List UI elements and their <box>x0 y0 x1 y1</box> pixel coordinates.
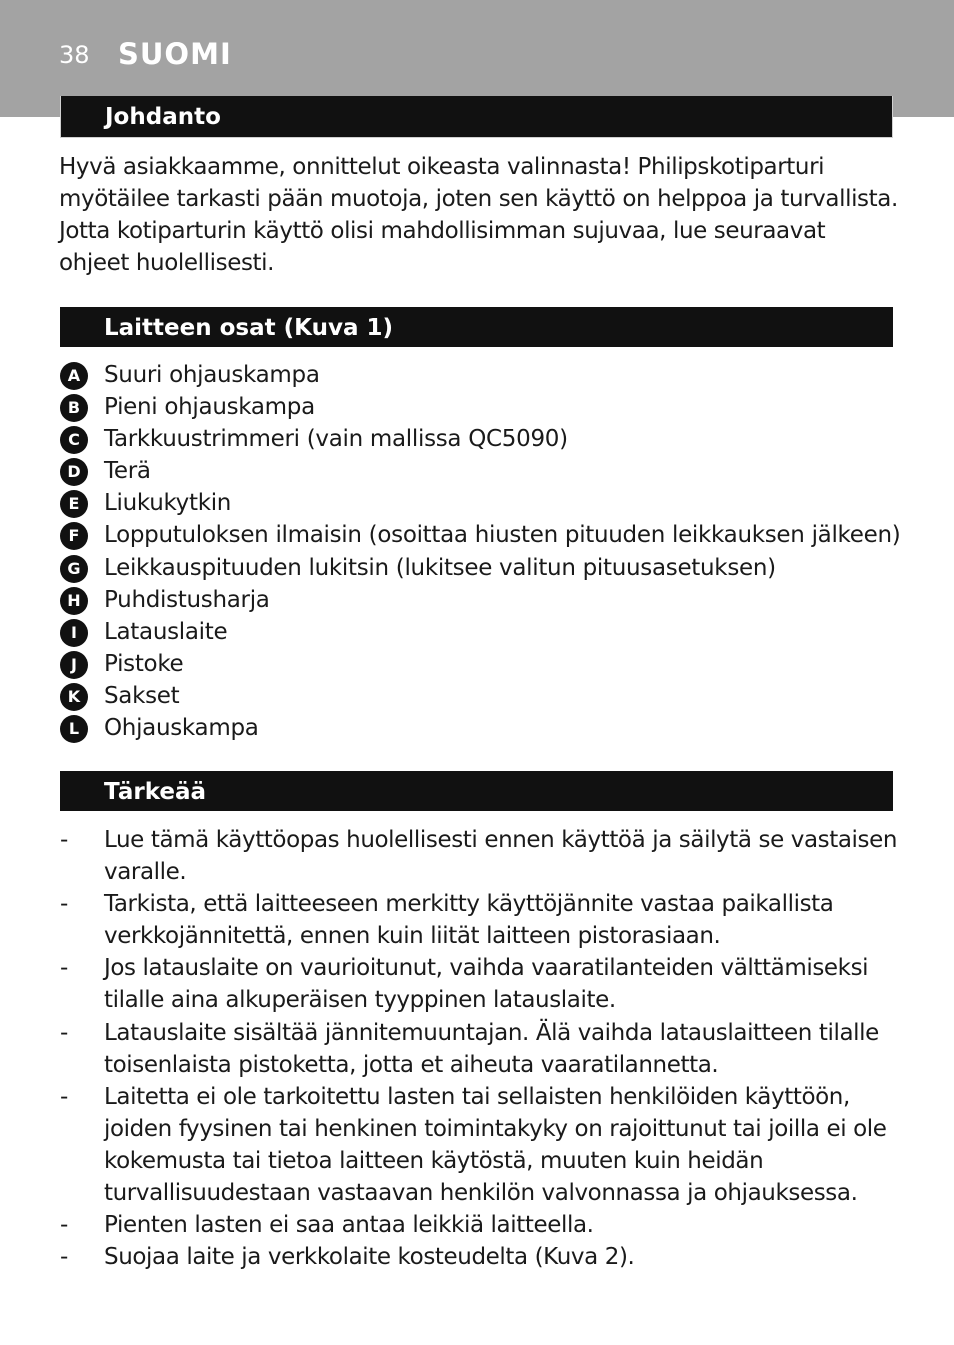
list-item <box>60 952 900 1016</box>
warning-text: Latauslaite sisältää jännitemuuntajan. Älä vaihda latauslaitteen tilalle toisenlaista pistoketta, jotta et aiheuta vaaratilannetta. <box>104 1019 879 1078</box>
list-item <box>60 1081 900 1209</box>
part-label: Terä <box>104 458 151 485</box>
part-label: Leikkauspituuden lukitsin (lukitsee valitun pituusasetuksen) <box>104 554 776 581</box>
bullet-dash: - <box>60 1019 68 1046</box>
part-label: Lopputuloksen ilmaisin (osoittaa hiusten pituuden leikkauksen jälkeen) <box>104 522 901 549</box>
list-item <box>60 1017 900 1081</box>
bullet-dash: - <box>60 1083 68 1110</box>
letter-badge: C <box>60 426 88 454</box>
part-label: Pistoke <box>104 650 184 677</box>
letter-badge: G <box>60 555 88 583</box>
warning-text: Suojaa laite ja verkkolaite kosteudelta (Kuva 2). <box>104 1244 635 1271</box>
part-label: Ohjauskampa <box>104 715 259 742</box>
part-label: Suuri ohjauskampa <box>104 362 320 388</box>
part-label: Liukukytkin <box>104 490 232 517</box>
bullet-dash: - <box>60 1212 68 1239</box>
letter-badge: L <box>60 715 88 743</box>
letter-badge: H <box>60 587 88 615</box>
warning-text: Laitetta ei ole tarkoitettu lasten tai sellaisten henkilöiden käyttöön, joiden fyysinen tai henkinen toimintakyky on rajoittunut tai joilla ei ole kokemusta tai tietoa laitteen käytöstä, muuten kuin heidän turvallisuudestaan vastaavan henkilön valvonnassa ja ohjauksessa. <box>104 1083 887 1207</box>
part-label: Puhdistusharja <box>104 586 270 613</box>
section-title: Johdanto <box>105 104 221 130</box>
intro-paragraph: Hyvä asiakkaamme, onnittelut oikeasta valinnasta! Philipskotiparturi myötäilee tarkasti pään muotoja, joten sen käyttö on helppoa ja turvallista. Jotta kotiparturin käyttö olisi mahdollisimman sujuvaa, lue seuraavat ohjeet huolellisesti. <box>59 154 898 276</box>
language-title: SUOMI <box>118 37 232 71</box>
bullet-dash: - <box>60 1244 68 1271</box>
list-item <box>60 1241 900 1273</box>
list-item <box>60 888 900 952</box>
part-label: Pieni ohjauskampa <box>104 394 315 421</box>
list-item <box>60 1209 900 1241</box>
section-title: Laitteen osat (Kuva 1) <box>104 315 393 341</box>
letter-badge: J <box>60 651 88 679</box>
letter-badge: B <box>60 394 88 422</box>
section-heading-parts <box>60 307 893 347</box>
warning-text: Pienten lasten ei saa antaa leikkiä laitteella. <box>104 1212 594 1239</box>
part-label: Latauslaite <box>104 618 228 645</box>
list-item <box>60 824 900 888</box>
letter-badge: K <box>60 683 88 711</box>
letter-badge: E <box>60 490 88 518</box>
part-label: Sakset <box>104 682 180 709</box>
warnings-list <box>60 824 900 1273</box>
letter-badge: D <box>60 458 88 486</box>
letter-badge: I <box>60 619 88 647</box>
bullet-dash: - <box>60 827 68 853</box>
letter-badge: A <box>60 362 88 390</box>
letter-badge: F <box>60 522 88 550</box>
warning-text: Lue tämä käyttöopas huolellisesti ennen käyttöä ja säilytä se vastaisen varalle. <box>104 827 898 886</box>
section-heading-important <box>60 771 893 811</box>
section-title: Tärkeää <box>104 779 207 805</box>
bullet-dash: - <box>60 955 68 982</box>
section-heading-intro <box>60 96 893 138</box>
warning-text: Jos latauslaite on vaurioitunut, vaihda vaaratilanteiden välttämiseksi tilalle aina alkuperäisen tyyppinen latauslaite. <box>104 955 869 1014</box>
warning-text: Tarkista, että laitteeseen merkitty käyttöjännite vastaa paikallista verkkojännitettä, ennen kuin liität laitteen pistorasiaan. <box>104 891 834 950</box>
part-label: Tarkkuustrimmeri (vain mallissa QC5090) <box>104 426 568 453</box>
bullet-dash: - <box>60 891 68 918</box>
page-number: 38 <box>59 41 90 69</box>
